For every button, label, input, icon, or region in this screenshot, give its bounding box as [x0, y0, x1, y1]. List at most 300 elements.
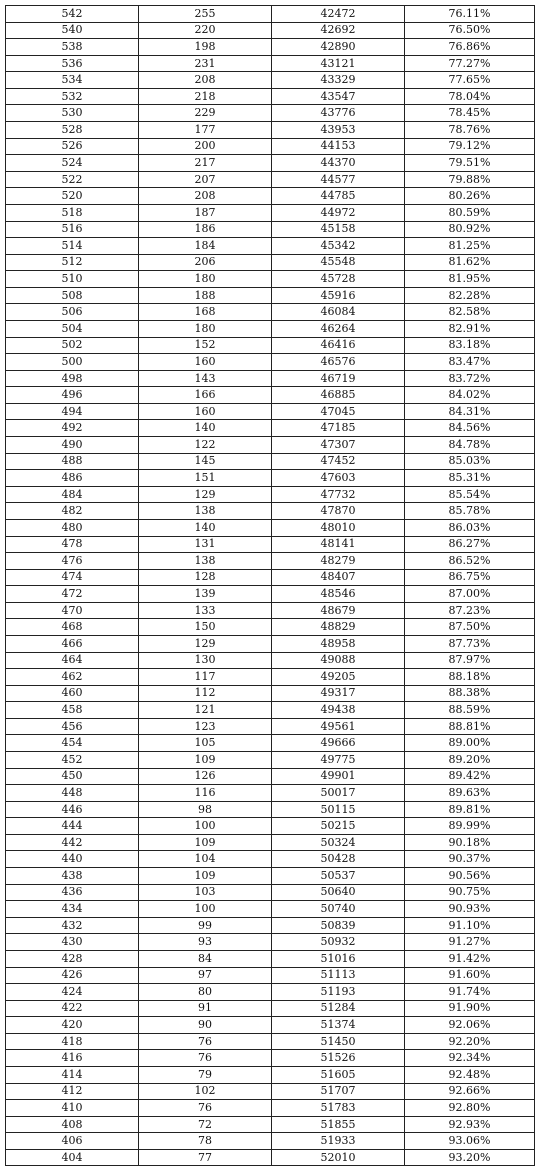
cumulative-count-cell: 45342	[272, 238, 405, 255]
count-cell: 186	[139, 221, 272, 238]
cumulative-count-cell: 47452	[272, 453, 405, 470]
cumulative-count-cell: 42692	[272, 22, 405, 39]
cumulative-count-cell: 47603	[272, 470, 405, 487]
score-cell: 498	[6, 370, 139, 387]
count-cell: 166	[139, 387, 272, 404]
percentile-cell: 84.78%	[405, 437, 535, 454]
count-cell: 200	[139, 138, 272, 155]
count-cell: 77	[139, 1149, 272, 1166]
percentile-cell: 79.51%	[405, 155, 535, 172]
table-row	[6, 984, 535, 1001]
cumulative-count-cell: 42890	[272, 39, 405, 56]
cumulative-count-cell: 51193	[272, 984, 405, 1001]
percentile-cell: 85.54%	[405, 486, 535, 503]
table-row	[6, 1050, 535, 1067]
percentile-cell: 86.75%	[405, 569, 535, 586]
cumulative-count-cell: 43329	[272, 72, 405, 89]
table-row	[6, 652, 535, 669]
count-cell: 76	[139, 1033, 272, 1050]
percentile-cell: 77.65%	[405, 72, 535, 89]
percentile-cell: 87.50%	[405, 619, 535, 636]
count-cell: 97	[139, 967, 272, 984]
table-row	[6, 752, 535, 769]
table-row	[6, 602, 535, 619]
table-row	[6, 735, 535, 752]
count-cell: 122	[139, 437, 272, 454]
count-cell: 180	[139, 271, 272, 288]
table-body	[6, 6, 535, 1166]
count-cell: 160	[139, 403, 272, 420]
table-row	[6, 950, 535, 967]
count-cell: 117	[139, 669, 272, 686]
cumulative-count-cell: 45916	[272, 287, 405, 304]
cumulative-count-cell: 47870	[272, 503, 405, 520]
table-row	[6, 354, 535, 371]
table-row	[6, 105, 535, 122]
percentile-cell: 90.75%	[405, 884, 535, 901]
count-cell: 150	[139, 619, 272, 636]
cumulative-count-cell: 49775	[272, 752, 405, 769]
table-row	[6, 254, 535, 271]
table-row	[6, 702, 535, 719]
table-row	[6, 453, 535, 470]
cumulative-count-cell: 51284	[272, 1000, 405, 1017]
percentile-cell: 88.38%	[405, 685, 535, 702]
percentile-cell: 82.28%	[405, 287, 535, 304]
table-row	[6, 901, 535, 918]
table-row	[6, 138, 535, 155]
score-cell: 416	[6, 1050, 139, 1067]
table-row	[6, 420, 535, 437]
score-cell: 444	[6, 818, 139, 835]
score-cell: 438	[6, 868, 139, 885]
score-cell: 468	[6, 619, 139, 636]
table-row	[6, 519, 535, 536]
cumulative-count-cell: 50740	[272, 901, 405, 918]
table-row	[6, 337, 535, 354]
count-cell: 208	[139, 188, 272, 205]
count-cell: 78	[139, 1133, 272, 1150]
percentile-cell: 79.88%	[405, 171, 535, 188]
percentile-cell: 80.26%	[405, 188, 535, 205]
count-cell: 207	[139, 171, 272, 188]
count-cell: 140	[139, 519, 272, 536]
score-cell: 538	[6, 39, 139, 56]
count-cell: 231	[139, 55, 272, 72]
count-cell: 160	[139, 354, 272, 371]
count-cell: 168	[139, 304, 272, 321]
percentile-cell: 78.76%	[405, 122, 535, 139]
count-cell: 102	[139, 1083, 272, 1100]
table-row	[6, 221, 535, 238]
score-cell: 520	[6, 188, 139, 205]
score-cell: 528	[6, 122, 139, 139]
score-cell: 448	[6, 785, 139, 802]
percentile-cell: 83.18%	[405, 337, 535, 354]
score-cell: 478	[6, 536, 139, 553]
table-row	[6, 39, 535, 56]
percentile-cell: 92.80%	[405, 1100, 535, 1117]
cumulative-count-cell: 51450	[272, 1033, 405, 1050]
cumulative-count-cell: 51113	[272, 967, 405, 984]
cumulative-count-cell: 51855	[272, 1116, 405, 1133]
table-row	[6, 785, 535, 802]
count-cell: 217	[139, 155, 272, 172]
cumulative-count-cell: 49666	[272, 735, 405, 752]
score-cell: 526	[6, 138, 139, 155]
cumulative-count-cell: 42472	[272, 6, 405, 23]
percentile-cell: 86.03%	[405, 519, 535, 536]
cumulative-count-cell: 48407	[272, 569, 405, 586]
cumulative-count-cell: 50640	[272, 884, 405, 901]
score-cell: 510	[6, 271, 139, 288]
score-cell: 410	[6, 1100, 139, 1117]
count-cell: 188	[139, 287, 272, 304]
table-row	[6, 801, 535, 818]
count-cell: 76	[139, 1100, 272, 1117]
cumulative-count-cell: 50932	[272, 934, 405, 951]
table-row	[6, 320, 535, 337]
count-cell: 98	[139, 801, 272, 818]
count-cell: 138	[139, 503, 272, 520]
score-cell: 414	[6, 1067, 139, 1084]
cumulative-count-cell: 43953	[272, 122, 405, 139]
percentile-cell: 89.42%	[405, 768, 535, 785]
cumulative-count-cell: 51374	[272, 1017, 405, 1034]
percentile-cell: 91.42%	[405, 950, 535, 967]
score-cell: 422	[6, 1000, 139, 1017]
cumulative-count-cell: 49901	[272, 768, 405, 785]
percentile-cell: 89.99%	[405, 818, 535, 835]
percentile-cell: 81.25%	[405, 238, 535, 255]
score-cell: 532	[6, 88, 139, 105]
percentile-cell: 87.73%	[405, 635, 535, 652]
count-cell: 93	[139, 934, 272, 951]
count-cell: 152	[139, 337, 272, 354]
cumulative-count-cell: 48141	[272, 536, 405, 553]
percentile-cell: 92.34%	[405, 1050, 535, 1067]
cumulative-count-cell: 48829	[272, 619, 405, 636]
table-row	[6, 934, 535, 951]
cumulative-count-cell: 46264	[272, 320, 405, 337]
table-row	[6, 6, 535, 23]
percentile-cell: 79.12%	[405, 138, 535, 155]
count-cell: 79	[139, 1067, 272, 1084]
cumulative-count-cell: 43776	[272, 105, 405, 122]
count-cell: 100	[139, 901, 272, 918]
score-cell: 472	[6, 586, 139, 603]
percentile-cell: 83.72%	[405, 370, 535, 387]
percentile-cell: 81.62%	[405, 254, 535, 271]
score-cell: 454	[6, 735, 139, 752]
score-cell: 500	[6, 354, 139, 371]
percentile-cell: 82.58%	[405, 304, 535, 321]
percentile-cell: 93.20%	[405, 1149, 535, 1166]
cumulative-count-cell: 51605	[272, 1067, 405, 1084]
table-row	[6, 88, 535, 105]
cumulative-count-cell: 51933	[272, 1133, 405, 1150]
count-cell: 143	[139, 370, 272, 387]
cumulative-count-cell: 48546	[272, 586, 405, 603]
table-row	[6, 685, 535, 702]
score-cell: 522	[6, 171, 139, 188]
percentile-cell: 83.47%	[405, 354, 535, 371]
table-row	[6, 1100, 535, 1117]
table-row	[6, 569, 535, 586]
percentile-cell: 85.78%	[405, 503, 535, 520]
score-cell: 440	[6, 851, 139, 868]
table-row	[6, 586, 535, 603]
count-cell: 129	[139, 486, 272, 503]
score-cell: 490	[6, 437, 139, 454]
percentile-cell: 92.66%	[405, 1083, 535, 1100]
table-row	[6, 271, 535, 288]
score-cell: 488	[6, 453, 139, 470]
score-cell: 424	[6, 984, 139, 1001]
score-cell: 536	[6, 55, 139, 72]
table-row	[6, 967, 535, 984]
count-cell: 184	[139, 238, 272, 255]
percentile-cell: 89.00%	[405, 735, 535, 752]
percentile-cell: 90.93%	[405, 901, 535, 918]
percentile-cell: 89.63%	[405, 785, 535, 802]
percentile-cell: 89.20%	[405, 752, 535, 769]
cumulative-count-cell: 47185	[272, 420, 405, 437]
cumulative-count-cell: 48279	[272, 553, 405, 570]
score-cell: 514	[6, 238, 139, 255]
table-row	[6, 204, 535, 221]
percentile-cell: 76.11%	[405, 6, 535, 23]
count-cell: 180	[139, 320, 272, 337]
table-row	[6, 768, 535, 785]
table-row	[6, 1133, 535, 1150]
count-cell: 116	[139, 785, 272, 802]
count-cell: 91	[139, 1000, 272, 1017]
count-cell: 129	[139, 635, 272, 652]
count-cell: 131	[139, 536, 272, 553]
cumulative-count-cell: 46719	[272, 370, 405, 387]
table-row	[6, 470, 535, 487]
percentile-cell: 78.45%	[405, 105, 535, 122]
count-cell: 198	[139, 39, 272, 56]
count-cell: 112	[139, 685, 272, 702]
cumulative-count-cell: 46084	[272, 304, 405, 321]
count-cell: 139	[139, 586, 272, 603]
table-row	[6, 55, 535, 72]
percentile-cell: 87.00%	[405, 586, 535, 603]
score-cell: 420	[6, 1017, 139, 1034]
cumulative-count-cell: 47045	[272, 403, 405, 420]
table-row	[6, 718, 535, 735]
count-cell: 187	[139, 204, 272, 221]
count-cell: 99	[139, 917, 272, 934]
score-cell: 442	[6, 834, 139, 851]
score-cell: 518	[6, 204, 139, 221]
score-cell: 504	[6, 320, 139, 337]
percentile-cell: 88.81%	[405, 718, 535, 735]
percentile-cell: 84.02%	[405, 387, 535, 404]
cumulative-count-cell: 44577	[272, 171, 405, 188]
count-cell: 177	[139, 122, 272, 139]
table-row	[6, 437, 535, 454]
percentile-cell: 85.03%	[405, 453, 535, 470]
table-row	[6, 553, 535, 570]
score-cell: 418	[6, 1033, 139, 1050]
cumulative-count-cell: 44370	[272, 155, 405, 172]
percentile-cell: 91.90%	[405, 1000, 535, 1017]
score-cell: 412	[6, 1083, 139, 1100]
count-cell: 121	[139, 702, 272, 719]
percentile-cell: 76.50%	[405, 22, 535, 39]
cumulative-count-cell: 51783	[272, 1100, 405, 1117]
count-cell: 123	[139, 718, 272, 735]
score-cell: 428	[6, 950, 139, 967]
score-cell: 460	[6, 685, 139, 702]
score-cell: 484	[6, 486, 139, 503]
score-cell: 512	[6, 254, 139, 271]
cumulative-count-cell: 44972	[272, 204, 405, 221]
count-cell: 140	[139, 420, 272, 437]
cumulative-count-cell: 50428	[272, 851, 405, 868]
table-row	[6, 287, 535, 304]
percentile-cell: 88.59%	[405, 702, 535, 719]
percentile-cell: 84.56%	[405, 420, 535, 437]
count-cell: 130	[139, 652, 272, 669]
count-cell: 84	[139, 950, 272, 967]
score-cell: 516	[6, 221, 139, 238]
table-row	[6, 188, 535, 205]
count-cell: 100	[139, 818, 272, 835]
count-cell: 220	[139, 22, 272, 39]
table-row	[6, 917, 535, 934]
percentile-cell: 90.37%	[405, 851, 535, 868]
cumulative-count-cell: 43547	[272, 88, 405, 105]
count-cell: 105	[139, 735, 272, 752]
score-cell: 450	[6, 768, 139, 785]
percentile-cell: 88.18%	[405, 669, 535, 686]
percentile-cell: 91.74%	[405, 984, 535, 1001]
score-cell: 432	[6, 917, 139, 934]
percentile-cell: 87.97%	[405, 652, 535, 669]
percentile-cell: 89.81%	[405, 801, 535, 818]
count-cell: 109	[139, 868, 272, 885]
percentile-cell: 91.27%	[405, 934, 535, 951]
table-row	[6, 22, 535, 39]
table-row	[6, 1017, 535, 1034]
score-cell: 470	[6, 602, 139, 619]
score-cell: 430	[6, 934, 139, 951]
cumulative-count-cell: 50537	[272, 868, 405, 885]
percentile-cell: 86.52%	[405, 553, 535, 570]
percentile-cell: 92.48%	[405, 1067, 535, 1084]
score-cell: 462	[6, 669, 139, 686]
score-cell: 408	[6, 1116, 139, 1133]
score-cell: 508	[6, 287, 139, 304]
score-cell: 482	[6, 503, 139, 520]
cumulative-count-cell: 52010	[272, 1149, 405, 1166]
count-cell: 255	[139, 6, 272, 23]
score-cell: 480	[6, 519, 139, 536]
count-cell: 80	[139, 984, 272, 1001]
score-cell: 474	[6, 569, 139, 586]
table-row	[6, 238, 535, 255]
percentile-cell: 90.56%	[405, 868, 535, 885]
cumulative-count-cell: 44785	[272, 188, 405, 205]
percentile-cell: 84.31%	[405, 403, 535, 420]
score-cell: 426	[6, 967, 139, 984]
table-row	[6, 635, 535, 652]
cumulative-count-cell: 48679	[272, 602, 405, 619]
score-cell: 502	[6, 337, 139, 354]
percentile-cell: 92.93%	[405, 1116, 535, 1133]
count-cell: 126	[139, 768, 272, 785]
score-cell: 486	[6, 470, 139, 487]
cumulative-count-cell: 47732	[272, 486, 405, 503]
table-row	[6, 486, 535, 503]
cumulative-count-cell: 46576	[272, 354, 405, 371]
percentile-cell: 93.06%	[405, 1133, 535, 1150]
cumulative-count-cell: 45548	[272, 254, 405, 271]
cumulative-count-cell: 49088	[272, 652, 405, 669]
cumulative-count-cell: 51526	[272, 1050, 405, 1067]
count-cell: 133	[139, 602, 272, 619]
table-row	[6, 387, 535, 404]
percentile-cell: 80.59%	[405, 204, 535, 221]
score-cell: 494	[6, 403, 139, 420]
score-cell: 534	[6, 72, 139, 89]
table-row	[6, 122, 535, 139]
score-cell: 404	[6, 1149, 139, 1166]
cumulative-count-cell: 50324	[272, 834, 405, 851]
table-row	[6, 1067, 535, 1084]
percentile-cell: 78.04%	[405, 88, 535, 105]
table-row	[6, 868, 535, 885]
score-cell: 492	[6, 420, 139, 437]
cumulative-count-cell: 51016	[272, 950, 405, 967]
score-cell: 530	[6, 105, 139, 122]
percentile-cell: 92.20%	[405, 1033, 535, 1050]
table-row	[6, 851, 535, 868]
cumulative-count-cell: 48010	[272, 519, 405, 536]
cumulative-count-cell: 48958	[272, 635, 405, 652]
count-cell: 229	[139, 105, 272, 122]
score-cell: 496	[6, 387, 139, 404]
count-cell: 218	[139, 88, 272, 105]
count-cell: 109	[139, 834, 272, 851]
score-cell: 506	[6, 304, 139, 321]
score-cell: 434	[6, 901, 139, 918]
table-row	[6, 818, 535, 835]
cumulative-count-cell: 50215	[272, 818, 405, 835]
cumulative-count-cell: 46885	[272, 387, 405, 404]
score-cell: 464	[6, 652, 139, 669]
score-cell: 436	[6, 884, 139, 901]
cumulative-count-cell: 45158	[272, 221, 405, 238]
percentile-cell: 90.18%	[405, 834, 535, 851]
table-row	[6, 1149, 535, 1166]
cumulative-count-cell: 49438	[272, 702, 405, 719]
percentile-cell: 91.10%	[405, 917, 535, 934]
score-cell: 406	[6, 1133, 139, 1150]
table-row	[6, 304, 535, 321]
count-cell: 206	[139, 254, 272, 271]
cumulative-count-cell: 44153	[272, 138, 405, 155]
table-row	[6, 72, 535, 89]
percentile-cell: 86.27%	[405, 536, 535, 553]
cumulative-count-cell: 45728	[272, 271, 405, 288]
score-cell: 524	[6, 155, 139, 172]
percentile-cell: 80.92%	[405, 221, 535, 238]
